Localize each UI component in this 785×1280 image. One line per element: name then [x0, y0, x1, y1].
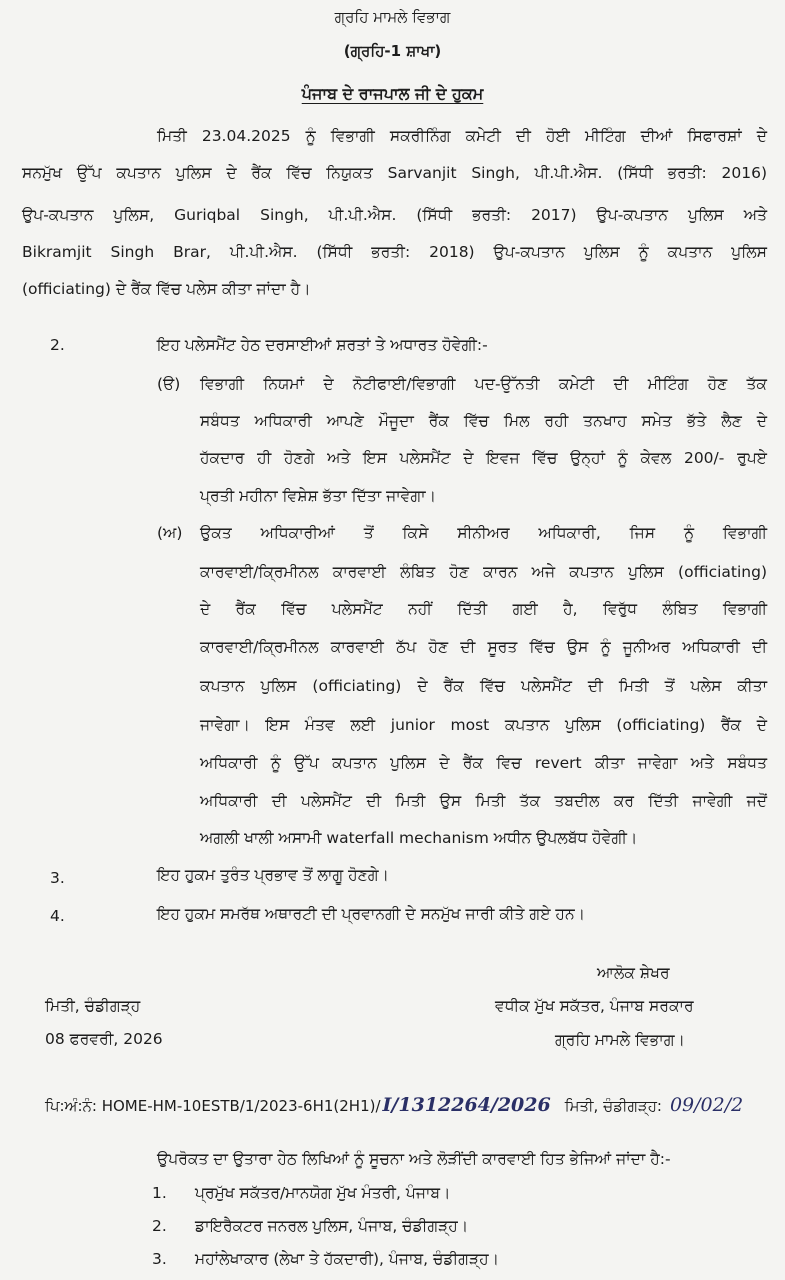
recipient-number: 2.: [152, 1217, 167, 1235]
sub-b-line: ਅਧਿਕਾਰੀ ਨੂੰ ਉੱਪ ਕਪਤਾਨ ਪੁਲਿਸ ਦੇ ਰੈਂਕ ਵਿਚ revert ਕੀਤਾ ਜਾਵੇਗਾ ਅਤੇ ਸਬੰਧਤ: [200, 754, 767, 772]
sub-a-line: ਪ੍ਰਤੀ ਮਹੀਨਾ ਵਿਸ਼ੇਸ਼ ਭੱਤਾ ਦਿੱਤਾ ਜਾਵੇਗਾ।: [200, 487, 437, 505]
sub-a-line: ਸਬੰਧਤ ਅਧਿਕਾਰੀ ਆਪਣੇ ਮੌਜੂਦਾ ਰੈਂਕ ਵਿੱਚ ਮਿਲ ਰਹੀ ਤਨਖਾਹ ਸਮੇਤ ਭੱਤੇ ਲੈਣ ਦੇ: [200, 412, 767, 430]
para-number: 3.: [50, 869, 65, 887]
para3-text: ਇਹ ਹੁਕਮ ਤੁਰੰਤ ਪ੍ਰਭਾਵ ਤੋਂ ਲਾਗੂ ਹੋਣਗੇ।: [157, 866, 389, 884]
handwritten-date: 09/02/2: [669, 1094, 744, 1116]
handwritten-number: I/1312264/2026: [382, 1094, 551, 1116]
recipient-text: ਡਾਇਰੈਕਟਰ ਜਨਰਲ ਪੁਲਿਸ, ਪੰਜਾਬ, ਚੰਡੀਗੜ੍ਹ।: [195, 1217, 469, 1235]
sub-a-line: ਹੱਕਦਾਰ ਹੀ ਹੋਣਗੇ ਅਤੇ ਇਸ ਪਲੇਸਮੈਂਟ ਦੇ ਇਵਜ ਵਿੱਚ ਉਨ੍ਹਾਂ ਨੂੰ ਕੇਵਲ 200/- ਰੁਪਏ: [200, 449, 767, 467]
recipient-number: 1.: [152, 1184, 167, 1202]
endorsement-line: [45, 1094, 743, 1116]
sub-b-line: ਅਧਿਕਾਰੀ ਦੀ ਪਲੇਸਮੈਂਟ ਦੀ ਮਿਤੀ ਉਸ ਮਿਤੀ ਤੱਕ ਤਬਦੀਲ ਕਰ ਦਿੱਤੀ ਜਾਵੇਗੀ ਜਦੋਂ: [200, 792, 767, 810]
sub-a-label: (ੳ): [157, 375, 181, 393]
endorsement-prefix: ਪਿ:ਅੰ:ਨੰ: HOME-HM-10ESTB/1/2023-6H1(2H1)/: [45, 1097, 381, 1115]
sub-b-line: ਉਕਤ ਅਧਿਕਾਰੀਆਂ ਤੋਂ ਕਿਸੇ ਸੀਨੀਅਰ ਅਧਿਕਾਰੀ, ਜਿਸ ਨੂੰ ਵਿਭਾਗੀ: [200, 524, 767, 542]
intro-line: ਸਨਮੁੱਖ ਉੱਪ ਕਪਤਾਨ ਪੁਲਿਸ ਦੇ ਰੈਂਕ ਵਿੱਚ ਨਿਯੁਕਤ Sarvanjit Singh, ਪੀ.ਪੀ.ਐਸ. (ਸਿੱਧੀ ਭਰਤੀ: 2016): [22, 164, 767, 182]
intro-line: (officiating) ਦੇ ਰੈਂਕ ਵਿੱਚ ਪਲੇਸ ਕੀਤਾ ਜਾਂਦਾ ਹੈ।: [22, 280, 311, 298]
intro-line: ਮਿਤੀ 23.04.2025 ਨੂੰ ਵਿਭਾਗੀ ਸਕਰੀਨਿੰਗ ਕਮੇਟੀ ਦੀ ਹੋਈ ਮੀਟਿੰਗ ਦੀਆਂ ਸਿਫਾਰਸ਼ਾਂ ਦੇ: [157, 127, 767, 145]
signatory-department: ਗ੍ਰਹਿ ਮਾਮਲੇ ਵਿਭਾਗ।: [555, 1031, 685, 1049]
copy-note: ਉਪਰੋਕਤ ਦਾ ਉਤਾਰਾ ਹੇਠ ਲਿਖਿਆਂ ਨੂੰ ਸੂਚਨਾ ਅਤੇ ਲੋੜੀਂਦੀ ਕਾਰਵਾਈ ਹਿਤ ਭੇਜਿਆਂ ਜਾਂਦਾ ਹੈ:-: [157, 1150, 671, 1168]
order-title-text: ਪੰਜਾਬ ਦੇ ਰਾਜਪਾਲ ਜੀ ਦੇ ਹੁਕਮ: [301, 84, 484, 103]
para-number: 4.: [50, 907, 65, 925]
endorsement-date-label: ਮਿਤੀ, ਚੰਡੀਗੜ੍ਹ:: [564, 1097, 662, 1115]
sub-b-line: ਜਾਵੇਗਾ। ਇਸ ਮੰਤਵ ਲਈ junior most ਕਪਤਾਨ ਪੁਲਿਸ (officiating) ਰੈਂਕ ਦੇ: [200, 716, 767, 734]
place-label: ਮਿਤੀ, ਚੰਡੀਗੜ੍ਹ: [45, 997, 141, 1015]
branch-heading: (ਗ੍ਰਹਿ-1 ਸ਼ਾਖਾ): [343, 42, 442, 60]
sub-b-line: ਦੇ ਰੈਂਕ ਵਿੱਚ ਪਲੇਸਮੈਂਟ ਨਹੀਂ ਦਿੱਤੀ ਗਈ ਹੈ, ਵਿਰੁੱਧ ਲੰਬਿਤ ਵਿਭਾਗੀ: [200, 600, 767, 618]
para4-text: ਇਹ ਹੁਕਮ ਸਮਰੱਥ ਅਥਾਰਟੀ ਦੀ ਪ੍ਰਵਾਨਗੀ ਦੇ ਸਨਮੁੱਖ ਜਾਰੀ ਕੀਤੇ ਗਏ ਹਨ।: [157, 905, 586, 923]
recipient-number: 3.: [152, 1250, 167, 1268]
sub-a-line: ਵਿਭਾਗੀ ਨਿਯਮਾਂ ਦੇ ਨੋਟੀਫਾਈ/ਵਿਭਾਗੀ ਪਦ-ਉੱਨਤੀ ਕਮੇਟੀ ਦੀ ਮੀਟਿੰਗ ਹੋਣ ਤੱਕ: [200, 375, 767, 393]
department-heading: ਗ੍ਰਹਿ ਮਾਮਲੇ ਵਿਭਾਗ: [334, 8, 451, 26]
para2-heading: ਇਹ ਪਲੇਸਮੈਂਟ ਹੇਠ ਦਰਸਾਈਆਂ ਸ਼ਰਤਾਂ ਤੇ ਅਧਾਰਤ ਹੋਵੇਗੀ:-: [157, 336, 488, 354]
sub-b-line: ਕਾਰਵਾਈ/ਕ੍ਰਿਮੀਨਲ ਕਾਰਵਾਈ ਲੰਬਿਤ ਹੋਣ ਕਾਰਨ ਅਜੇ ਕਪਤਾਨ ਪੁਲਿਸ (officiating): [200, 563, 767, 581]
para-number: 2.: [50, 336, 65, 354]
signatory-designation: ਵਧੀਕ ਮੁੱਖ ਸਕੱਤਰ, ਪੰਜਾਬ ਸਰਕਾਰ: [495, 997, 694, 1015]
sub-b-line: ਕਾਰਵਾਈ/ਕ੍ਰਿਮੀਨਲ ਕਾਰਵਾਈ ਠੱਪ ਹੋਣ ਦੀ ਸੂਰਤ ਵਿੱਚ ਉਸ ਨੂੰ ਜੂਨੀਅਰ ਅਧਿਕਾਰੀ ਦੀ: [200, 638, 767, 656]
order-date: 08 ਫਰਵਰੀ, 2026: [45, 1030, 163, 1048]
recipient-text: ਮਹਾਂਲੇਖਾਕਾਰ (ਲੇਖਾ ਤੇ ਹੱਕਦਾਰੀ), ਪੰਜਾਬ, ਚੰਡੀਗੜ੍ਹ।: [195, 1250, 500, 1268]
sub-b-label: (ਅ): [157, 524, 183, 542]
order-title: [0, 84, 785, 104]
intro-line: Bikramjit Singh Brar, ਪੀ.ਪੀ.ਐਸ. (ਸਿੱਧੀ ਭਰਤੀ: 2018) ਉਪ-ਕਪਤਾਨ ਪੁਲਿਸ ਨੂੰ ਕਪਤਾਨ ਪੁਲਿਸ: [22, 243, 767, 261]
sub-b-line: ਅਗਲੀ ਖਾਲੀ ਅਸਾਮੀ waterfall mechanism ਅਧੀਨ ਉਪਲਬੱਧ ਹੋਵੇਗੀ।: [200, 829, 638, 847]
intro-line: ਉਪ-ਕਪਤਾਨ ਪੁਲਿਸ, Guriqbal Singh, ਪੀ.ਪੀ.ਐਸ. (ਸਿੱਧੀ ਭਰਤੀ: 2017) ਉਪ-ਕਪਤਾਨ ਪੁਲਿਸ ਅਤੇ: [22, 206, 767, 224]
sub-b-line: ਕਪਤਾਨ ਪੁਲਿਸ (officiating) ਦੇ ਰੈਂਕ ਵਿੱਚ ਪਲੇਸਮੈਂਟ ਦੀ ਮਿਤੀ ਤੋਂ ਪਲੇਸ ਕੀਤਾ: [200, 677, 767, 695]
signatory-name: ਆਲੋਕ ਸ਼ੇਖਰ: [597, 964, 670, 982]
recipient-text: ਪ੍ਰਮੁੱਖ ਸਕੱਤਰ/ਮਾਨਯੋਗ ਮੁੱਖ ਮੰਤਰੀ, ਪੰਜਾਬ।: [195, 1184, 451, 1202]
